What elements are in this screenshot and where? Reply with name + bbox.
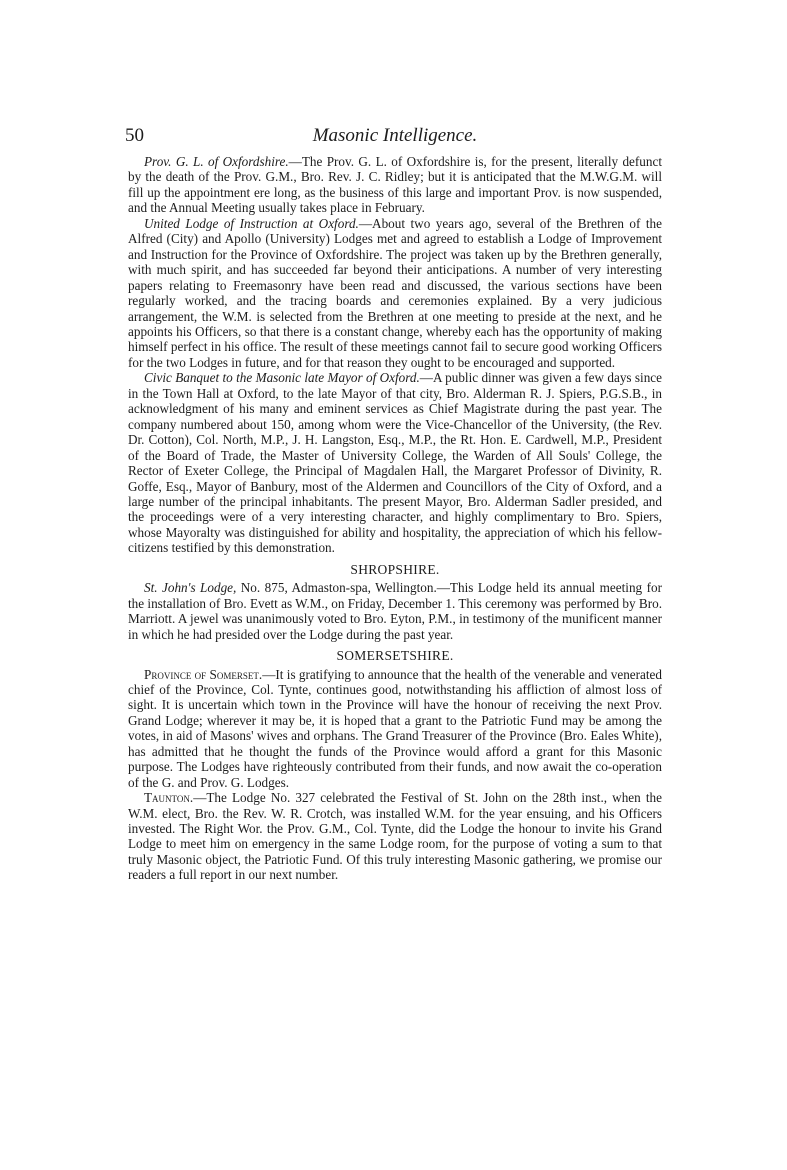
paragraph-text: —The Prov. G. L. of Oxfordshire is, for the present, literally defunct by the death of the Prov. G.M., Bro. Rev. J. C. Ridley; but it is anticipated that the M.W.G.M. will fill up the appointment ere long, as the business of this large and important Prov. is now suspended, and the Annual Meeting usually takes place in February. <box>128 154 663 216</box>
paragraph-lead: Taunton. <box>144 790 194 806</box>
paragraph-civic-banquet <box>128 370 662 555</box>
paragraph-lead: Province of Somerset. <box>144 666 263 682</box>
paragraph-lead: United Lodge of Instruction at Oxford. <box>144 215 359 231</box>
paragraph-lead: St. John's Lodge, <box>144 580 237 596</box>
paragraph-taunton <box>128 790 662 883</box>
paragraph-province-of-somerset <box>128 667 662 791</box>
paragraph-text: —It is gratifying to announce that the health of the venerable and venerated chief of the Province, Col. Tynte, continues good, notwithstanding his affliction of almost loss of sight. It is uncertain which town in the Province will have the honour of receiving the next Prov. Grand Lodge; wherever it may be, it is hoped that a grant to the Patriotic Fund may be among the votes, in aid of Masons' wives and orphans. The Grand Treasurer of the Province (Bro. Eales White), has admitted that he thought the funds of the Province would afford a grant for this Masonic purpose. The Lodges have righteously contributed from their funds, and now await the co-operation of the G. and Prov. G. Lodges. <box>128 666 662 790</box>
page <box>125 124 663 883</box>
paragraph-prov-gl-oxfordshire <box>128 154 662 216</box>
page-header <box>125 124 662 154</box>
paragraph-text: —A public dinner was given a few days since in the Town Hall at Oxford, to the late Mayor of that city, Bro. Alderman R. J. Spiers, P.G.S.B., in acknowledgment of his many and eminent services as Chief Magistrate during the past year. The company numbered about 150, among whom were the Vice-Chancellor of the University, (the Rev. Dr. Cotton), Col. North, M.P., J. H. Langston, Esq., M.P., the Rt. Hon. E. Cardwell, M.P., President of the Board of Trade, the Master of University College, the Warden of All Souls' College, the Rector of Exeter College, the Principal of Magdalen Hall, the Margaret Professor of Divinity, R. Goffe, Esq., Mayor of Banbury, most of the Aldermen and Councillors of the City of Oxford, and a large number of the principal inhabitants. The present Mayor, Bro. Alderman Sadler presided, and the proceedings were of a very interesting character, and highly complimentary to Bro. Spiers, whose Mayoralty was distinguished for ability and hospitality, the appreciation of which his fellow-citizens testified by this demonstration. <box>128 370 662 556</box>
paragraph-st-johns-lodge <box>128 580 662 642</box>
section-somersetshire <box>128 648 662 883</box>
paragraph-lead: Civic Banquet to the Masonic late Mayor of Oxford. <box>144 370 420 386</box>
paragraph-united-lodge-instruction <box>128 216 662 371</box>
section-oxfordshire <box>128 154 662 556</box>
page-number: 50 <box>125 125 144 146</box>
section-shropshire <box>128 562 662 642</box>
section-heading: SOMERSETSHIRE. <box>336 648 454 664</box>
paragraph-text: —About two years ago, several of the Brethren of the Alfred (City) and Apollo (University) Lodges met and agreed to establish a Lodge of Improvement and Instruction for the Province of Oxfordshire. The project was taken up by the Brethren generally, with much spirit, and has succeeded far beyond their anticipations. A number of very interesting papers relating to Freemasonry have been read and discussed, the various sections have been regularly worked, and the tracing boards and ceremonies explained. By a very judicious arrangement, the W.M. is selected from the Brethren at one meeting to preside at the next, and he appoints his Officers, so that there is a constant change, whereby each has the opportunity of making himself perfect in his office. The result of these meetings cannot fail to secure good working Officers for the two Lodges in future, and for that reason they ought to be encouraged and supported. <box>128 215 662 370</box>
paragraph-text: No. 875, Admaston-spa, Wellington.—This Lodge held its annual meeting for the installation of Bro. Evett as W.M., on Friday, December 1. This ceremony was performed by Bro. Marriott. A jewel was unanimously voted to Bro. Eyton, P.M., in testimony of the munificent manner in which he had presided over the Lodge during the past year. <box>128 580 662 642</box>
running-title: Masonic Intelligence. <box>312 125 478 146</box>
paragraph-text: —The Lodge No. 327 celebrated the Festival of St. John on the 28th inst., when the W.M. elect, Bro. the Rev. W. R. Crotch, was installed W.M. for the year ensuing, and his Officers invested. The Right Wor. the Prov. G.M., Col. Tynte, did the Lodge the honour to invite his Grand Lodge to meet him on emergency in the same Lodge room, for the purpose of voting a sum to that truly Masonic object, the Patriotic Fund. Of this truly interesting Masonic gathering, we promise our readers a full report in our next number. <box>128 790 662 883</box>
section-heading: SHROPSHIRE. <box>350 561 440 577</box>
paragraph-lead: Prov. G. L. of Oxfordshire. <box>144 154 289 169</box>
